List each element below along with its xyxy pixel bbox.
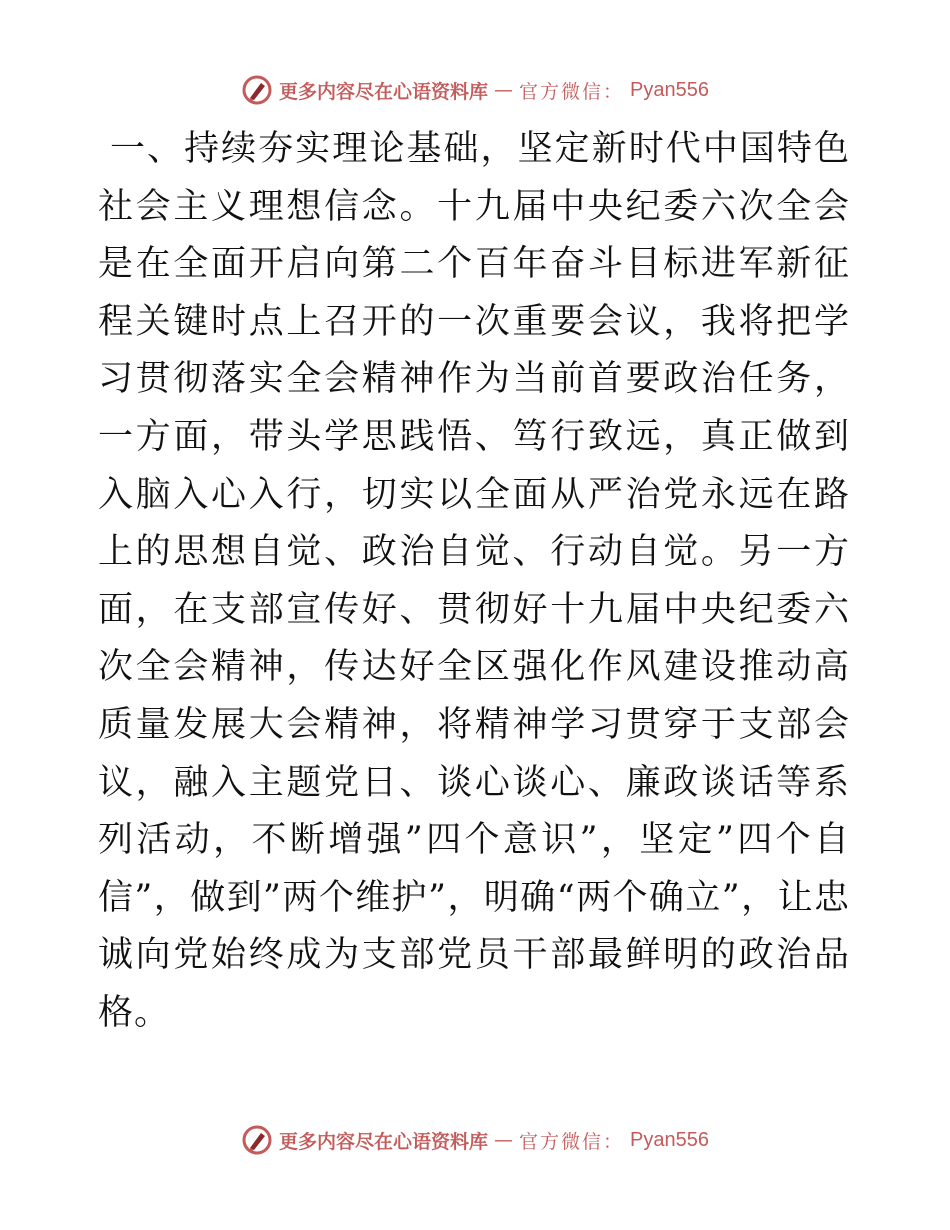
- body-paragraph: 一、持续夯实理论基础，坚定新时代中国特色社会主义理想信念。十九届中央纪委六次全会是在全面开启向第二个百年奋斗目标进军新征程关键时点上召开的一次重要会议，我将把学习贯彻落实全会精神作为当前首要政治任务，一方面，带头学思践悟、笃行致远，真正做到入脑入心入行，切实以全面从严治党永远在路上的思想自觉、政治自觉、行动自觉。另一方面，在支部宣传好、贯彻好十九届中央纪委六次全会精神，传达好全区强化作风建设推动高质量发展大会精神，将精神学习贯穿于支部会议，融入主题党日、谈心谈心、廉政谈话等系列活动，不断增强”四个意识”，坚定”四个自信”，做到”两个维护”，明确“两个确立”，让忠诚向党始终成为支部党员干部最鲜明的政治品格。: [98, 129, 850, 1033]
- header-banner: [0, 70, 950, 110]
- banner-wechat-label: 官方微信：: [519, 80, 625, 103]
- banner-wechat-id: Pyan556: [630, 78, 709, 101]
- banner-wechat-id: Pyan556: [630, 1128, 709, 1151]
- banner-text: 更多内容尽在心语资料库: [279, 1130, 489, 1153]
- banner-dash: —: [494, 1129, 514, 1151]
- pen-logo-icon: [241, 74, 273, 106]
- pen-logo-icon: [241, 1124, 273, 1156]
- footer-banner: [0, 1120, 950, 1160]
- banner-wechat-label: 官方微信：: [519, 1130, 625, 1153]
- banner-text: 更多内容尽在心语资料库: [279, 80, 489, 103]
- banner-dash: —: [494, 79, 514, 101]
